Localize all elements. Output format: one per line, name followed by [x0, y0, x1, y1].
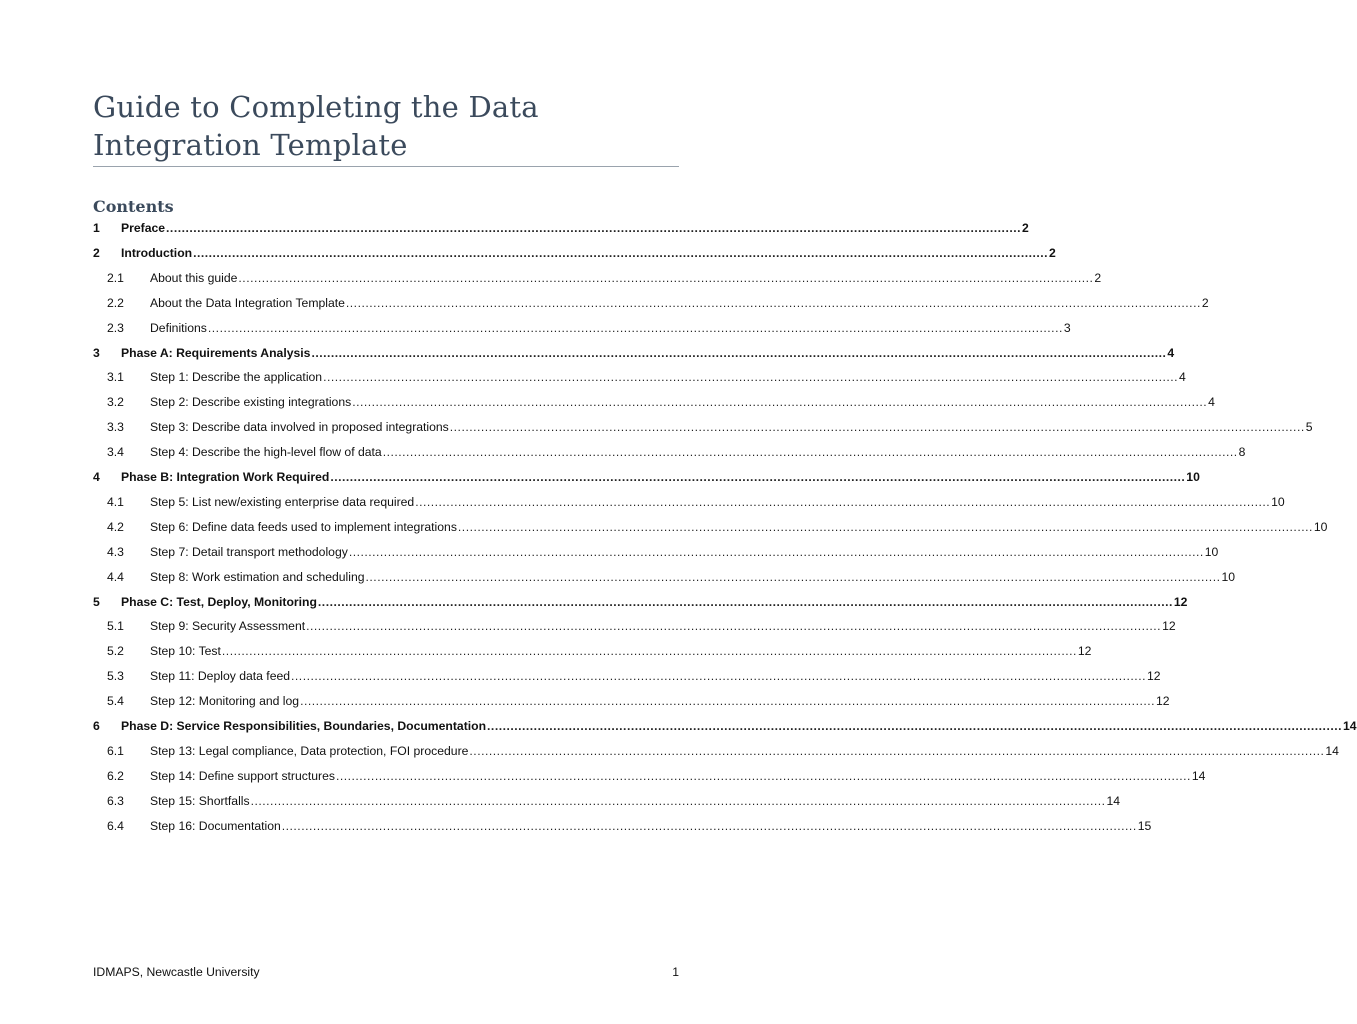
- toc-entry-number: 5.4: [107, 694, 124, 708]
- toc-dot-leader: ............................................................................................................................................................................................................................: [281, 819, 1137, 833]
- toc-entry-page: 10: [1271, 495, 1285, 509]
- toc-entry-label[interactable]: Step 5: List new/existing enterprise data required: [150, 495, 415, 509]
- toc-dot-leader: ............................................................................................................................................................................................................................: [487, 719, 1342, 733]
- toc-entry-label[interactable]: Definitions: [150, 321, 207, 335]
- toc-entry-page: 14: [1191, 769, 1206, 783]
- toc-entry[interactable]: [93, 344, 1175, 362]
- toc-entry-label[interactable]: Phase D: Service Responsibilities, Boundaries, Documentation: [121, 719, 487, 733]
- toc-entry-label[interactable]: Step 7: Detail transport methodology: [150, 545, 348, 559]
- toc-entry-page: 12: [1156, 694, 1170, 708]
- toc-entry-label[interactable]: Step 15: Shortfalls: [150, 794, 250, 808]
- toc-entry-number: 3.2: [107, 395, 124, 409]
- toc-entry-page: 12: [1146, 669, 1161, 683]
- toc-entry-label[interactable]: About the Data Integration Template: [150, 296, 345, 310]
- toc-entry-label[interactable]: Preface: [121, 221, 166, 235]
- toc-dot-leader: ............................................................................................................................................................................................................................: [365, 570, 1221, 584]
- toc-dot-leader: ............................................................................................................................................................................................................................: [300, 694, 1155, 708]
- toc-entry[interactable]: [93, 493, 1285, 511]
- toc-dot-leader: ............................................................................................................................................................................................................................: [457, 520, 1313, 534]
- toc-entry-page: 14: [1325, 744, 1339, 758]
- toc-entry-label[interactable]: Step 8: Work estimation and scheduling: [150, 570, 365, 584]
- toc-entry-number: 3.3: [107, 420, 124, 434]
- toc-entry-page: 10: [1313, 520, 1328, 534]
- toc-entry-label[interactable]: Step 9: Security Assessment: [150, 619, 306, 633]
- toc-entry-number: 4.2: [107, 520, 124, 534]
- toc-entry-number: 2.1: [107, 271, 124, 285]
- toc-entry-number: 2.3: [107, 321, 124, 335]
- toc-entry-number: 6: [93, 719, 100, 733]
- toc-entry-label[interactable]: About this guide: [150, 271, 238, 285]
- toc-entry-number: 6.2: [107, 769, 124, 783]
- toc-entry-page: 12: [1162, 619, 1176, 633]
- toc-entry-number: 2: [93, 246, 100, 260]
- toc-dot-leader: ............................................................................................................................................................................................................................: [166, 221, 1021, 235]
- toc-entry-number: 5: [93, 595, 100, 609]
- toc-entry[interactable]: [93, 368, 1186, 386]
- toc-entry[interactable]: [93, 269, 1102, 287]
- toc-dot-leader: ............................................................................................................................................................................................................................: [306, 619, 1162, 633]
- toc-entry-page: 2: [1021, 221, 1029, 235]
- toc-entry[interactable]: [93, 717, 1357, 735]
- toc-dot-leader: ............................................................................................................................................................................................................................: [323, 370, 1179, 384]
- toc-dot-leader: ............................................................................................................................................................................................................................: [382, 445, 1238, 459]
- toc-dot-leader: ............................................................................................................................................................................................................................: [469, 744, 1325, 758]
- toc-entry-number: 5.3: [107, 669, 124, 683]
- toc-entry[interactable]: [93, 294, 1209, 312]
- toc-entry-number: 4.3: [107, 545, 124, 559]
- toc-entry-page: 5: [1305, 420, 1313, 434]
- toc-entry-page: 12: [1173, 595, 1188, 609]
- toc-entry-label[interactable]: Step 16: Documentation: [150, 819, 281, 833]
- toc-dot-leader: ............................................................................................................................................................................................................................: [449, 420, 1305, 434]
- toc-entry-label[interactable]: Phase C: Test, Deploy, Monitoring: [121, 595, 317, 609]
- toc-entry-number: 5.1: [107, 619, 124, 633]
- toc-entry-number: 3.1: [107, 370, 124, 384]
- toc-entry-label[interactable]: Step 11: Deploy data feed: [150, 669, 291, 683]
- toc-dot-leader: ............................................................................................................................................................................................................................: [250, 794, 1106, 808]
- toc-dot-leader: ............................................................................................................................................................................................................................: [317, 595, 1173, 609]
- toc-entry-number: 6.3: [107, 794, 124, 808]
- toc-entry[interactable]: [93, 667, 1161, 685]
- footer-organization: IDMAPS, Newcastle University: [93, 965, 260, 979]
- toc-entry[interactable]: [93, 568, 1236, 586]
- toc-entry-page: 3: [1063, 321, 1071, 335]
- toc-entry-page: 14: [1342, 719, 1357, 733]
- toc-entry[interactable]: [93, 244, 1056, 262]
- toc-entry-number: 4.1: [107, 495, 124, 509]
- footer-page-number: 1: [672, 965, 679, 979]
- toc-entry-label[interactable]: Step 1: Describe the application: [150, 370, 323, 384]
- toc-dot-leader: ............................................................................................................................................................................................................................: [352, 395, 1208, 409]
- toc-entry-label[interactable]: Phase B: Integration Work Required: [121, 470, 330, 484]
- toc-dot-leader: ............................................................................................................................................................................................................................: [335, 769, 1191, 783]
- toc-entry-label[interactable]: Introduction: [121, 246, 193, 260]
- toc-entry-page: 4: [1179, 370, 1186, 384]
- toc-entry[interactable]: [93, 642, 1092, 660]
- toc-entry[interactable]: [93, 543, 1219, 561]
- toc-entry-page: 10: [1186, 470, 1200, 484]
- toc-entry[interactable]: [93, 393, 1215, 411]
- toc-entry[interactable]: [93, 817, 1152, 835]
- toc-entry[interactable]: [93, 219, 1029, 237]
- toc-entry-page: 10: [1204, 545, 1219, 559]
- toc-dot-leader: ............................................................................................................................................................................................................................: [291, 669, 1146, 683]
- toc-entry-number: 3: [93, 346, 100, 360]
- toc-entry-page: 12: [1077, 644, 1092, 658]
- toc-entry-page: 4: [1208, 395, 1215, 409]
- toc-entry-number: 5.2: [107, 644, 124, 658]
- toc-entry[interactable]: [93, 767, 1206, 785]
- toc-dot-leader: ............................................................................................................................................................................................................................: [345, 296, 1201, 310]
- toc-entry-number: 1: [93, 221, 100, 235]
- toc-entry-label[interactable]: Phase A: Requirements Analysis: [121, 346, 311, 360]
- toc-entry-label[interactable]: Step 10: Test: [150, 644, 221, 658]
- toc-dot-leader: ............................................................................................................................................................................................................................: [415, 495, 1271, 509]
- toc-entry[interactable]: [93, 468, 1200, 486]
- toc-entry[interactable]: [93, 792, 1121, 810]
- toc-entry-number: 4.4: [107, 570, 124, 584]
- toc-entry-page: 2: [1049, 246, 1056, 260]
- contents-heading: Contents: [93, 197, 174, 216]
- toc-entry-label[interactable]: Step 12: Monitoring and log: [150, 694, 300, 708]
- toc-entry-page: 2: [1094, 271, 1102, 285]
- toc-dot-leader: ............................................................................................................................................................................................................................: [330, 470, 1186, 484]
- toc-entry-page: 15: [1137, 819, 1152, 833]
- toc-dot-leader: ............................................................................................................................................................................................................................: [193, 246, 1049, 260]
- toc-dot-leader: ............................................................................................................................................................................................................................: [238, 271, 1094, 285]
- toc-entry[interactable]: [93, 593, 1188, 611]
- toc-entry-label[interactable]: Step 4: Describe the high-level flow of data: [150, 445, 382, 459]
- toc-entry[interactable]: [93, 518, 1328, 536]
- toc-entry[interactable]: [93, 742, 1339, 760]
- toc-entry[interactable]: [93, 418, 1313, 436]
- toc-entry[interactable]: [93, 692, 1170, 710]
- toc-entry-page: 8: [1238, 445, 1246, 459]
- toc-entry-page: 4: [1167, 346, 1175, 360]
- toc-entry-page: 2: [1201, 296, 1209, 310]
- toc-entry-label[interactable]: Step 6: Define data feeds used to implement integrations: [150, 520, 457, 534]
- toc-entry-number: 6.1: [107, 744, 124, 758]
- toc-entry-number: 4: [93, 470, 100, 484]
- toc-entry-page: 10: [1221, 570, 1236, 584]
- toc-entry-number: 3.4: [107, 445, 124, 459]
- toc-dot-leader: ............................................................................................................................................................................................................................: [207, 321, 1063, 335]
- toc-dot-leader: ............................................................................................................................................................................................................................: [311, 346, 1167, 360]
- toc-entry-label[interactable]: Step 3: Describe data involved in proposed integrations: [150, 420, 449, 434]
- toc-dot-leader: ............................................................................................................................................................................................................................: [348, 545, 1204, 559]
- toc-entry-label[interactable]: Step 14: Define support structures: [150, 769, 335, 783]
- toc-dot-leader: ............................................................................................................................................................................................................................: [221, 644, 1077, 658]
- document-title: Guide to Completing the Data Integration Template: [93, 90, 539, 162]
- toc-entry-number: 6.4: [107, 819, 124, 833]
- toc-entry[interactable]: [93, 319, 1071, 337]
- toc-entry-label[interactable]: Step 2: Describe existing integrations: [150, 395, 352, 409]
- toc-entry-label[interactable]: Step 13: Legal compliance, Data protection, FOI procedure: [150, 744, 469, 758]
- toc-entry-page: 14: [1106, 794, 1121, 808]
- toc-entry-number: 2.2: [107, 296, 124, 310]
- toc-entry[interactable]: [93, 617, 1176, 635]
- toc-entry[interactable]: [93, 443, 1246, 461]
